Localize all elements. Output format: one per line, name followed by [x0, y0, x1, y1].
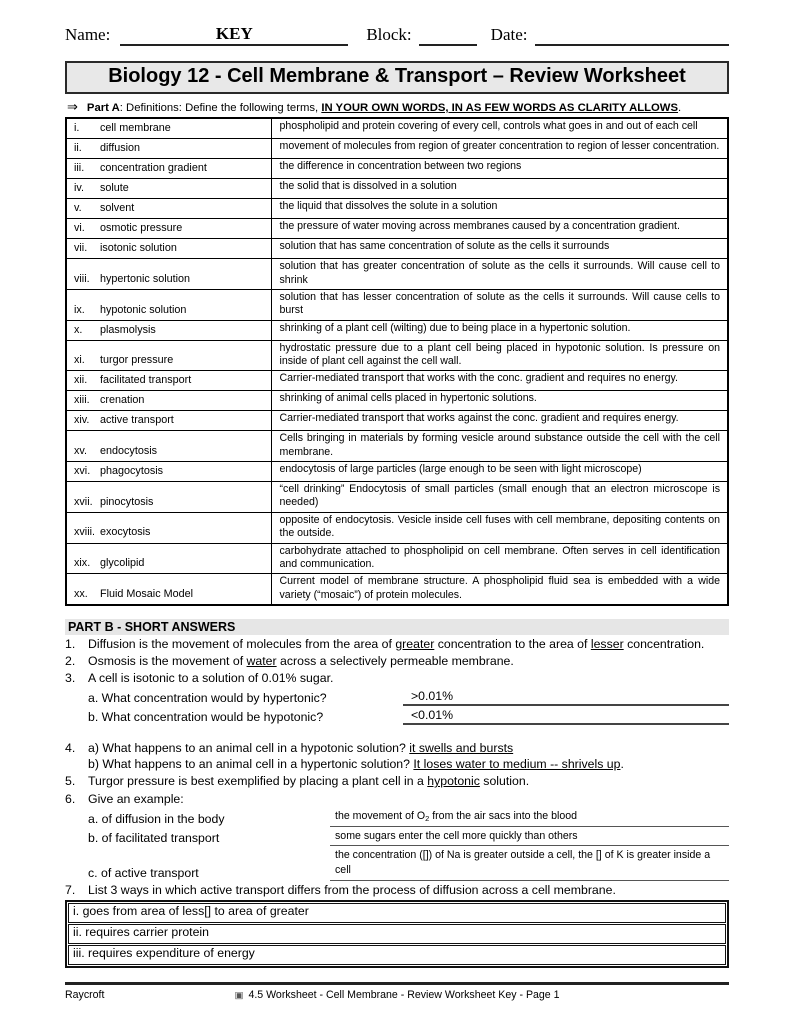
- q6c-label: c. of active transport: [88, 865, 199, 880]
- block-blank: [419, 24, 477, 46]
- term-cell: [66, 482, 271, 513]
- spacer: [65, 725, 729, 739]
- footer-center: [225, 989, 569, 1001]
- definition-row: [66, 574, 728, 605]
- part-a-intro: [87, 102, 681, 114]
- q1-text: concentration to the area of: [434, 636, 591, 651]
- worksheet-title: Biology 12 - Cell Membrane & Transport – Review Worksheet: [65, 61, 729, 94]
- definition-row: [66, 320, 728, 340]
- question-number: 6.: [65, 791, 76, 806]
- question-text: [88, 636, 729, 652]
- question-6: [65, 791, 729, 881]
- definition-cell: Cells bringing in materials by forming vesicle around substance outside the cell with the cell membrane.: [271, 431, 728, 462]
- q2-answer-water: water: [246, 654, 277, 669]
- definition-row: [66, 259, 728, 290]
- term-cell: [66, 512, 271, 543]
- question-body: [88, 740, 729, 772]
- term-label: turgor pressure: [100, 354, 174, 367]
- q1-text: Diffusion is the movement of molecules from the area of: [88, 636, 396, 651]
- footer-author: Raycroft: [65, 988, 105, 1001]
- q6a-subscript: 2: [425, 813, 430, 823]
- roman-numeral: vii.: [74, 242, 88, 255]
- roman-numeral: xiv.: [74, 414, 90, 427]
- definition-row: [66, 431, 728, 462]
- definition-cell: Current model of membrane structure. A phospholipid fluid sea is embedded with a wide variety (“mosaic”) of protein molecules.: [271, 574, 728, 605]
- q4a-text: a) What happens to an animal cell in a hypotonic solution?: [88, 740, 410, 755]
- question-4: [65, 740, 729, 772]
- term-label: crenation: [100, 394, 145, 407]
- q6-item-a: [88, 809, 729, 827]
- term-cell: [66, 574, 271, 605]
- roman-numeral: xix.: [74, 557, 91, 570]
- definition-cell: hydrostatic pressure due to a plant cell being placed in hypotonic solution. Is pressure on inside of plant cell against the cell wall.: [271, 340, 728, 371]
- question-number: 2.: [65, 654, 76, 669]
- term-cell: [66, 340, 271, 371]
- definition-row: [66, 543, 728, 574]
- q6-item-c: [88, 848, 729, 881]
- definition-row: [66, 219, 728, 239]
- definition-row: [66, 462, 728, 482]
- definition-row: [66, 391, 728, 411]
- definition-cell: endocytosis of large particles (large enough to be seen with light microscope): [271, 462, 728, 482]
- roman-numeral: xx.: [74, 587, 88, 600]
- q2-text: Osmosis is the movement of: [88, 654, 247, 669]
- definition-row: [66, 340, 728, 371]
- term-label: phagocytosis: [100, 465, 164, 478]
- definition-cell: Carrier-mediated transport that works against the conc. gradient and requires energy.: [271, 411, 728, 431]
- part-a-intro-text: : Definitions: Define the following terms,: [119, 102, 322, 114]
- definition-cell: movement of molecules from region of greater concentration to region of lesser concentration.: [271, 139, 728, 159]
- question-number: 7.: [65, 882, 76, 897]
- definition-cell: carbohydrate attached to phospholipid on cell membrane. Often serves in cell identification and communication.: [271, 543, 728, 574]
- roman-numeral: xviii.: [74, 526, 95, 539]
- q3-text: A cell is isotonic to a solution of 0.01% sugar.: [88, 671, 334, 686]
- q3b-label: b. What concentration would be hypotonic?: [88, 709, 324, 724]
- definition-row: [66, 411, 728, 431]
- q3a-label: a. What concentration would by hypertonic?: [88, 690, 327, 705]
- q6a-answer-text: from the air sacs into the blood: [429, 809, 578, 822]
- q7-answer-row: i. goes from area of less[] to area of greater: [68, 903, 726, 923]
- question-5: [65, 773, 729, 789]
- q1-answer-greater: greater: [395, 636, 435, 651]
- q4a-answer: it swells and bursts: [409, 740, 514, 755]
- definition-row: [66, 139, 728, 159]
- roman-numeral: xii.: [74, 374, 88, 387]
- part-a-emphasis: IN YOUR OWN WORDS, IN AS FEW WORDS AS CLARITY ALLOWS: [321, 102, 679, 114]
- q1-text: concentration.: [623, 636, 705, 651]
- roman-numeral: i.: [74, 122, 80, 134]
- term-cell: [66, 462, 271, 482]
- term-cell: [66, 179, 271, 199]
- q5-text: Turgor pressure is best exemplified by placing a plant cell in a: [88, 774, 428, 789]
- roman-numeral: iv.: [74, 182, 84, 195]
- term-label: exocytosis: [100, 526, 151, 539]
- roman-numeral: xv.: [74, 445, 87, 458]
- definition-row: [66, 512, 728, 543]
- q3-sub-b: [88, 707, 729, 725]
- definition-cell: solution that has lesser concentration of solute as the cells it surrounds. Will cause cells to burst: [271, 289, 728, 320]
- term-label: endocytosis: [100, 445, 158, 458]
- q3-sub-a: [88, 688, 729, 706]
- question-number: 5.: [65, 774, 76, 789]
- q5-text: solution.: [479, 774, 530, 789]
- date-label: Date:: [490, 25, 528, 44]
- block-label: Block:: [366, 25, 412, 44]
- definition-cell: the liquid that dissolves the solute in a solution: [271, 199, 728, 219]
- definition-cell: opposite of endocytosis. Vesicle inside cell fuses with cell membrane, depositing contents on the outside.: [271, 512, 728, 543]
- definition-cell: phospholipid and protein covering of every cell, controls what goes in and out of each cell: [271, 118, 728, 139]
- definition-cell: Carrier-mediated transport that works with the conc. gradient and requires no energy.: [271, 371, 728, 391]
- term-cell: [66, 543, 271, 574]
- date-blank: [535, 24, 730, 46]
- definition-row: [66, 371, 728, 391]
- term-cell: [66, 259, 271, 290]
- term-label: Fluid Mosaic Model: [100, 587, 194, 600]
- term-cell: [66, 391, 271, 411]
- term-cell: [66, 371, 271, 391]
- question-7: [65, 882, 729, 898]
- question-3: [65, 670, 729, 725]
- term-label: facilitated transport: [100, 374, 192, 387]
- definition-row: [66, 199, 728, 219]
- term-label: solvent: [100, 202, 135, 215]
- definition-row: [66, 179, 728, 199]
- question-text: [88, 773, 729, 789]
- term-label: hypertonic solution: [100, 272, 191, 285]
- term-label: isotonic solution: [100, 242, 177, 255]
- term-cell: [66, 139, 271, 159]
- name-label: Name:: [65, 25, 111, 44]
- question-body: [88, 791, 729, 881]
- term-label: active transport: [100, 414, 174, 427]
- q6a-answer-text: the movement of O: [335, 809, 426, 822]
- q6-item-b: [88, 829, 729, 846]
- definition-row: [66, 482, 728, 513]
- roman-numeral: iii.: [74, 162, 85, 175]
- part-b-heading: PART B - SHORT ANSWERS: [65, 619, 729, 635]
- term-label: diffusion: [100, 142, 141, 155]
- roman-numeral: v.: [74, 202, 82, 215]
- definition-cell: shrinking of a plant cell (wilting) due to being place in a hypertonic solution.: [271, 320, 728, 340]
- term-label: concentration gradient: [100, 162, 207, 175]
- q4b-period: .: [620, 757, 624, 772]
- term-cell: [66, 320, 271, 340]
- page-footer: [65, 982, 729, 1001]
- definition-cell: solution that has greater concentration of solute as the cells it surrounds. Will cause cell to shrink: [271, 259, 728, 290]
- term-label: hypotonic solution: [100, 303, 187, 316]
- definition-cell: “cell drinking” Endocytosis of small particles (small enough that an electron microscope is needed): [271, 482, 728, 513]
- question-1: [65, 636, 729, 652]
- q6a-answer-line: [330, 809, 729, 827]
- name-blank: KEY: [120, 24, 348, 46]
- term-cell: [66, 219, 271, 239]
- q4b-answer: It loses water to medium -- shrivels up: [413, 757, 621, 772]
- roman-numeral: xvi.: [74, 465, 91, 478]
- question-number: 1.: [65, 636, 76, 651]
- double-arrow-icon: ⇒: [67, 99, 78, 114]
- q6b-label: b. of facilitated transport: [88, 830, 220, 845]
- q6b-answer-line: some sugars enter the cell more quickly than others: [330, 829, 729, 846]
- roman-numeral: ix.: [74, 303, 85, 316]
- definition-cell: the pressure of water moving across membranes caused by a concentration gradient.: [271, 219, 728, 239]
- definition-row: [66, 159, 728, 179]
- term-cell: [66, 431, 271, 462]
- part-a-period: .: [678, 102, 682, 114]
- definition-row: [66, 239, 728, 259]
- q4-sub-a: [88, 740, 729, 756]
- question-body: [88, 670, 729, 725]
- q5-answer-hypotonic: hypotonic: [427, 774, 480, 789]
- q2-text: across a selectively permeable membrane.: [276, 654, 514, 669]
- q3a-answer-line: >0.01%: [403, 688, 729, 706]
- definition-cell: the difference in concentration between two regions: [271, 159, 728, 179]
- definition-cell: the solid that is dissolved in a solution: [271, 179, 728, 199]
- q1-answer-lesser: lesser: [590, 636, 624, 651]
- q3b-answer-line: <0.01%: [403, 707, 729, 725]
- q6-text: Give an example:: [88, 791, 184, 806]
- q6a-label: a. of diffusion in the body: [88, 811, 225, 826]
- term-label: glycolipid: [100, 557, 145, 570]
- term-label: osmotic pressure: [100, 222, 183, 235]
- roman-numeral: vi.: [74, 222, 85, 235]
- question-2: [65, 653, 729, 669]
- q7-answer-row: iii. requires expenditure of energy: [68, 945, 726, 965]
- term-label: plasmolysis: [100, 323, 156, 336]
- term-cell: [66, 159, 271, 179]
- definition-row: [66, 118, 728, 139]
- roman-numeral: xiii.: [74, 394, 90, 407]
- name-block-date-header: [65, 24, 729, 46]
- term-cell: [66, 411, 271, 431]
- roman-numeral: viii.: [74, 272, 90, 285]
- roman-numeral: xi.: [74, 354, 85, 367]
- q7-answer-box: [65, 900, 729, 968]
- q4-sub-b: [88, 756, 729, 772]
- question-number: 4.: [65, 740, 76, 755]
- footer-title: 4.5 Worksheet - Cell Membrane - Review Worksheet Key - Page 1: [248, 988, 560, 1001]
- roman-numeral: xvii.: [74, 495, 93, 508]
- q7-answer-row: ii. requires carrier protein: [68, 924, 726, 944]
- definition-cell: solution that has same concentration of solute as the cells it surrounds: [271, 239, 728, 259]
- q6c-answer-line: the concentration ([]) of Na is greater outside a cell, the [] of K is greater inside a cell: [330, 848, 729, 881]
- term-label: cell membrane: [100, 122, 171, 134]
- definition-row: [66, 289, 728, 320]
- roman-numeral: ii.: [74, 142, 82, 155]
- term-cell: [66, 199, 271, 219]
- term-cell: [66, 118, 271, 139]
- part-a-label: Part A: [86, 102, 120, 114]
- roman-numeral: x.: [74, 323, 83, 336]
- question-number: 3.: [65, 671, 76, 686]
- q4b-text: b) What happens to an animal cell in a hypertonic solution?: [88, 757, 414, 772]
- term-label: solute: [100, 182, 129, 195]
- q7-text: List 3 ways in which active transport differs from the process of diffusion across a cell membrane.: [88, 882, 616, 897]
- footer-spacer: [569, 989, 729, 1001]
- term-cell: [66, 239, 271, 259]
- definition-cell: shrinking of animal cells placed in hypertonic solutions.: [271, 391, 728, 411]
- part-a-header: [67, 99, 729, 115]
- term-label: pinocytosis: [100, 495, 154, 508]
- term-cell: [66, 289, 271, 320]
- page-marker-icon: ▣: [234, 989, 244, 1001]
- question-text: [88, 653, 729, 669]
- definitions-table: [65, 117, 729, 606]
